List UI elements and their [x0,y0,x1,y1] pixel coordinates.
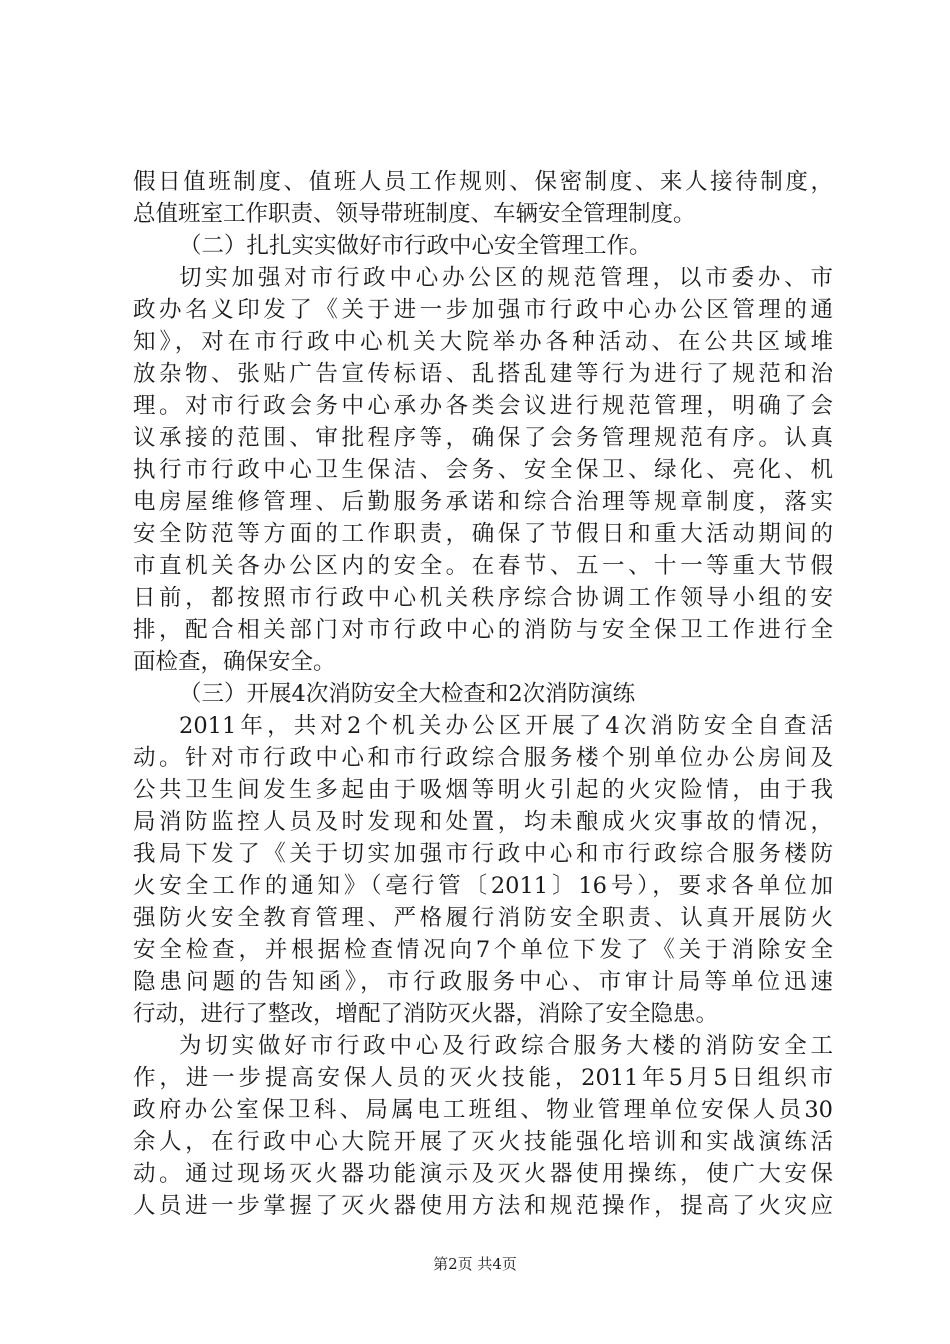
text-line: （二）扎扎实实做好市行政中心安全管理工作。 [179,233,652,259]
text-line: 隐患问题的告知函》，市行政服务中心、市审计局等单位迅速 [133,969,833,995]
text-line: 政办名义印发了《关于进一步加强市行政中心办公区管理的通 [133,297,833,323]
text-line: 为切实做好市行政中心及行政综合服务大楼的消防安全工 [179,1033,833,1059]
text-line: 局消防监控人员及时发现和处置，均未酿成火灾事故的情况， [133,809,833,835]
page-footer: 第2页 共4页 [433,1255,517,1273]
document-body [133,166,833,1222]
text-line: 动。通过现场灭火器功能演示及灭火器使用操练，使广大安保 [133,1161,833,1187]
text-line: 2011年，共对2个机关办公区开展了4次消防安全自查活 [179,713,833,739]
text-line: 我局下发了《关于切实加强市行政中心和市行政综合服务楼防 [133,841,833,867]
text-line: 总值班室工作职责、领导带班制度、车辆安全管理制度。 [133,201,696,227]
text-line: 动。针对市行政中心和市行政综合服务楼个别单位办公房间及 [133,745,833,771]
text-line: 议承接的范围、审批程序等，确保了会务管理规范有序。认真 [133,425,833,451]
text-line: 强防火安全教育管理、严格履行消防安全职责、认真开展防火 [133,905,833,931]
text-line: 政府办公室保卫科、局属电工班组、物业管理单位安保人员30 [133,1097,833,1123]
text-line: 放杂物、张贴广告宣传标语、乱搭乱建等行为进行了规范和治 [133,361,833,387]
text-line: 市直机关各办公区内的安全。在春节、五一、十一等重大节假 [133,553,833,579]
text-line: 面检查，确保安全。 [133,649,336,675]
text-line: （三）开展4次消防安全大检查和2次消防演练 [179,681,636,707]
text-line: 余人，在行政中心大院开展了灭火技能强化培训和实战演练活 [133,1129,833,1155]
text-line: 知》，对在市行政中心机关大院举办各种活动、在公共区域堆 [133,329,833,355]
text-line: 排，配合相关部门对市行政中心的消防与安全保卫工作进行全 [133,617,833,643]
text-line: 人员进一步掌握了灭火器使用方法和规范操作，提高了火灾应 [133,1193,833,1219]
text-line: 公共卫生间发生多起由于吸烟等明火引起的火灾险情，由于我 [133,777,833,803]
text-line: 安全防范等方面的工作职责，确保了节假日和重大活动期间的 [133,521,833,547]
text-line: 电房屋维修管理、后勤服务承诺和综合治理等规章制度，落实 [133,489,833,515]
text-line: 行动，进行了整改，增配了消防灭火器，消除了安全隐患。 [133,1001,719,1027]
text-line: 火安全工作的通知》（亳行管〔2011〕16号），要求各单位加 [133,873,833,899]
text-line: 安全检查，并根据检查情况向7个单位下发了《关于消除安全 [133,937,833,963]
text-line: 作，进一步提高安保人员的灭火技能，2011年5月5日组织市 [133,1065,833,1091]
text-line: 执行市行政中心卫生保洁、会务、安全保卫、绿化、亮化、机 [133,457,833,483]
text-line: 切实加强对市行政中心办公区的规范管理，以市委办、市 [179,265,833,291]
text-line: 日前，都按照市行政中心机关秩序综合协调工作领导小组的安 [133,585,833,611]
text-line: 理。对市行政会务中心承办各类会议进行规范管理，明确了会 [133,393,833,419]
text-line: 假日值班制度、值班人员工作规则、保密制度、来人接待制度， [133,169,833,195]
